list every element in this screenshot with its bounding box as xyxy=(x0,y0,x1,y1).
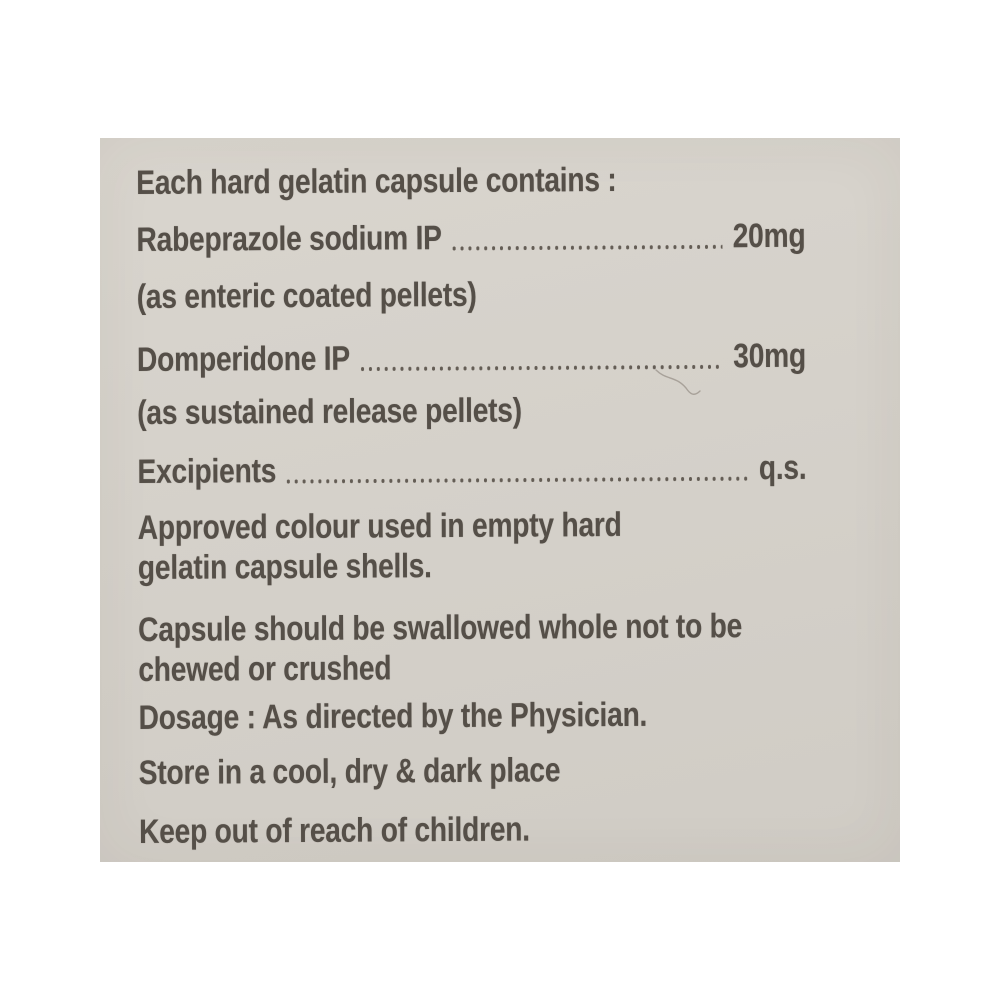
label-text-panel xyxy=(136,138,808,862)
ingredient-name: Excipients xyxy=(137,452,277,491)
ingredient-row-rabeprazole xyxy=(136,216,805,260)
ingredient-name: Rabeprazole sodium IP xyxy=(136,219,442,259)
ingredient-amount: q.s. xyxy=(758,448,807,488)
statement-storage: Store in a cool, dry & dark place xyxy=(138,751,561,792)
ingredient-amount: 30mg xyxy=(733,336,807,376)
ingredient-row-domperidone xyxy=(137,336,806,380)
ingredient-amount: 20mg xyxy=(732,216,806,256)
dot-leader xyxy=(284,476,748,484)
dot-leader xyxy=(358,364,723,371)
statement-keep-away-from-children: Keep out of reach of children. xyxy=(138,810,530,851)
statement-approved-colour: Approved colour used in empty hard gelatin capsule shells. xyxy=(137,505,622,587)
statement-dosage: Dosage : As directed by the Physician. xyxy=(138,695,648,737)
label-photo xyxy=(100,138,900,862)
statement-swallow-whole: Capsule should be swallowed whole not to be chewed or crushed xyxy=(138,607,743,689)
ingredient-row-excipients xyxy=(137,448,806,492)
ingredient-note: (as enteric coated pellets) xyxy=(136,275,477,316)
dot-leader xyxy=(450,244,723,251)
ingredient-note: (as sustained release pellets) xyxy=(137,391,522,432)
ingredient-name: Domperidone IP xyxy=(136,339,350,379)
composition-heading: Each hard gelatin capsule contains : xyxy=(136,160,617,202)
